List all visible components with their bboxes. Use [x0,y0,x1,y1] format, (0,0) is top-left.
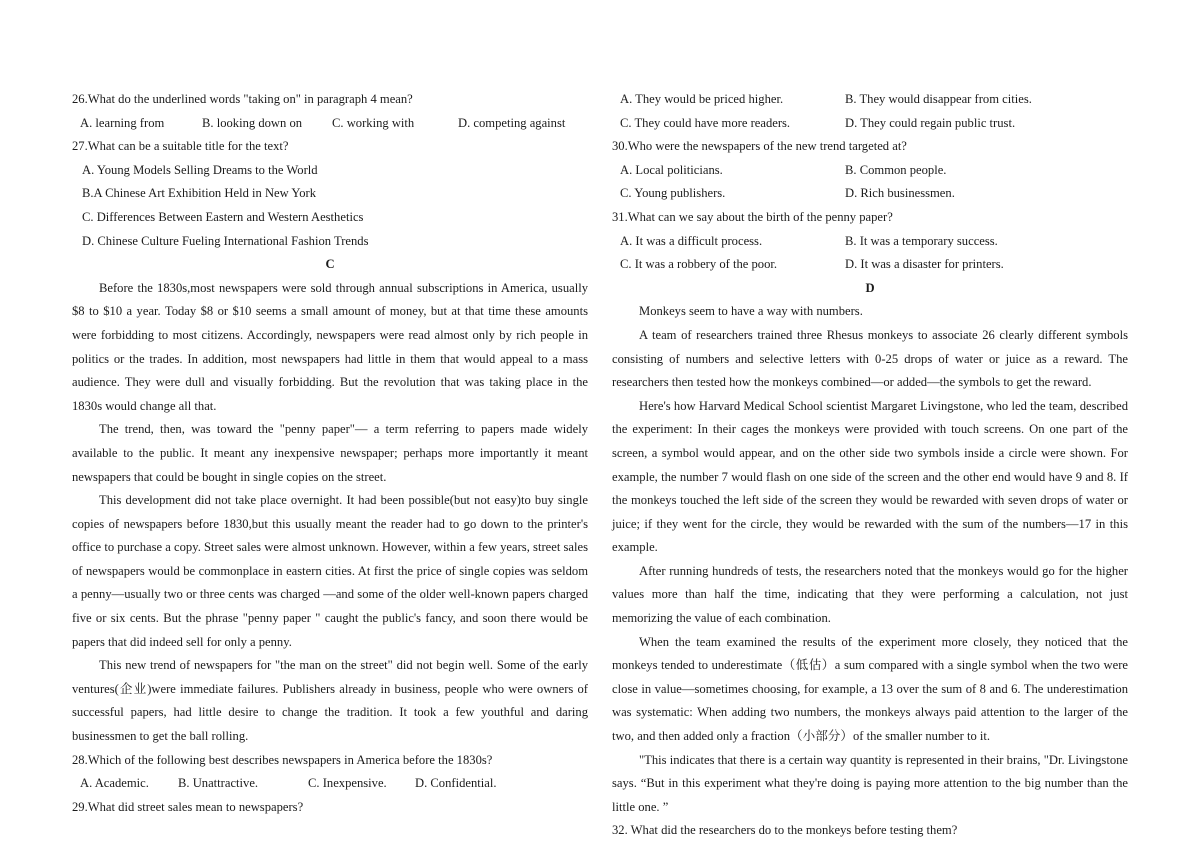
option-30-a: A. Local politicians. [620,162,723,177]
section-d-paragraph-2: A team of researchers trained three Rhesus monkeys to associate 26 clearly different symbols consisting of numbers and selective letters with 0-25 drops of water or juice as a reward. The researchers then tested how the monkeys combined—or added—the symbols to get the reward. [612,327,1128,390]
question-30-options-row-1 [612,159,1128,183]
section-c-paragraph-2: The trend, then, was toward the "penny paper"— a term referring to papers made widely available to the public. It meant any inexpensive newspaper; perhaps more importantly it meant newspapers that could be bought in single copies on the street. [72,422,588,484]
right-column [612,88,1128,838]
option-29-c: C. They could have more readers. [620,115,791,130]
question-29-options-row-2 [612,112,1128,136]
section-c-paragraph-4: This new trend of newspapers for "the man on the street" did not begin well. Some of the early ventures(企业)were immediate failures. Publishers already in business, people who were owners of successful papers, had little desire to change the tradition. It took a few youthful and daring businessmen to get the ball rolling. [72,658,588,744]
option-31-a: A. It was a difficult process. [620,233,763,248]
question-29-options-row-1 [612,88,1128,112]
option-26-a: A. learning from [80,115,165,130]
option-29-d: D. They could regain public trust. [845,115,1016,130]
question-30-text: 30.Who were the newspapers of the new trend targeted at? [612,139,907,154]
question-30-options-row-2 [612,182,1128,206]
option-31-d: D. It was a disaster for printers. [845,257,1004,272]
option-30-b: B. Common people. [845,162,947,177]
question-28-text: 28.Which of the following best describes newspapers in America before the 1830s? [72,752,493,767]
option-30-c: C. Young publishers. [620,186,726,201]
section-c-heading: C [325,257,335,272]
option-30-d: D. Rich businessmen. [845,186,955,201]
question-27-text: 27.What can be a suitable title for the text? [72,139,289,154]
question-29-text: 29.What did street sales mean to newspapers? [72,799,304,814]
question-28-options [72,772,588,796]
section-c-paragraph-3: This development did not take place overnight. It had been possible(but not easy)to buy single copies of newspapers before 1830,but this usually meant the reader had to go down to the printer's office to purchase a copy. Street sales were almost unknown. However, within a few years, street sales of newspapers would be commonplace in eastern cities. At first the price of single copies was seldom a penny—usually two or three cents was charged —and some of the older well-known papers charged five or six cents. But the phrase "penny paper " caught the public's fancy, and soon there would be papers that did indeed sell for only a penny. [72,493,588,649]
option-28-c: C. Inexpensive. [308,776,387,791]
question-30 [612,135,1128,206]
option-31-c: C. It was a robbery of the poor. [620,257,778,272]
section-d-paragraph-1: Monkeys seem to have a way with numbers. [639,304,863,319]
section-d-paragraph-6: "This indicates that there is a certain way quantity is represented in their brains, "Dr. Livingstone says. “But in this experiment what they're doing is paying more attention to the big number than the little one. ” [612,752,1128,814]
question-31-options-row-2 [612,253,1128,277]
option-26-d: D. competing against [458,115,566,130]
section-d-paragraph-4: After running hundreds of tests, the researchers noted that the monkeys would go for the higher values more than half the time, indicating that they were performing a calculation, not just memorizing the value of each combination. [612,563,1128,626]
question-29-options [612,88,1128,135]
question-26 [72,88,588,135]
option-27-d: D. Chinese Culture Fueling International Fashion Trends [82,233,369,248]
option-31-b: B. It was a temporary success. [845,233,998,248]
section-d-paragraph-3: Here's how Harvard Medical School scientist Margaret Livingstone, who led the team, described the experiment: In their cages the monkeys were provided with touch screens. On one part of the screen, a symbol would appear, and on the other side two symbols inside a circle were shown. For example, the number 7 would flash on one side of the screen and the other end would have 9 and 8. If the monkeys touched the left side of the screen they would be rewarded with seven drops of water or juice; if they went for the circle, they would be rewarded with the sum of the numbers—17 in this example. [612,398,1128,555]
question-26-options [72,112,588,136]
question-26-text: 26.What do the underlined words "taking on" in paragraph 4 mean? [72,92,413,106]
option-28-b: B. Unattractive. [178,776,259,791]
question-31 [612,206,1128,277]
section-c-paragraph-1: Before the 1830s,most newspapers were sold through annual subscriptions in America, usually $8 to $10 a year. Today $8 or $10 seems a small amount of money, but at that time these amounts were forbidding to most citizens. Accordingly, newspapers were read almost only by rich people in politics or the trades. In addition, most newspapers had little in them that would appeal to a mass audience. They were dull and visually forbidding. But the revolution that was taking place in the 1830s would change all that. [72,280,588,413]
question-28 [72,749,588,796]
question-31-text: 31.What can we say about the birth of the penny paper? [612,209,893,224]
option-27-a: A. Young Models Selling Dreams to the World [82,162,318,177]
option-28-a: A. Academic. [80,776,149,791]
left-column [72,88,588,818]
question-27 [72,135,588,253]
option-27-c: C. Differences Between Eastern and Western Aesthetics [82,209,364,224]
question-31-options-row-1 [612,230,1128,254]
option-27-b: B.A Chinese Art Exhibition Held in New York [82,186,317,201]
option-29-a: A. They would be priced higher. [620,92,784,106]
section-d-heading: D [865,280,875,295]
question-32-text: 32. What did the researchers do to the monkeys before testing them? [612,823,958,838]
option-28-d: D. Confidential. [415,776,497,791]
option-26-b: B. looking down on [202,115,303,130]
section-d-paragraph-5: When the team examined the results of the experiment more closely, they noticed that the monkeys tended to underestimate（低估）a sum compared with a single symbol when the two were close in value—sometimes choosing, for example, a 13 over the sum of 8 and 6. The underestimation was systematic: When adding two numbers, the monkeys always paid attention to the larger of the two, and then added only a fraction（小部分）of the smaller number to it. [612,634,1128,744]
option-29-b: B. They would disappear from cities. [845,92,1032,106]
option-26-c: C. working with [332,115,415,130]
